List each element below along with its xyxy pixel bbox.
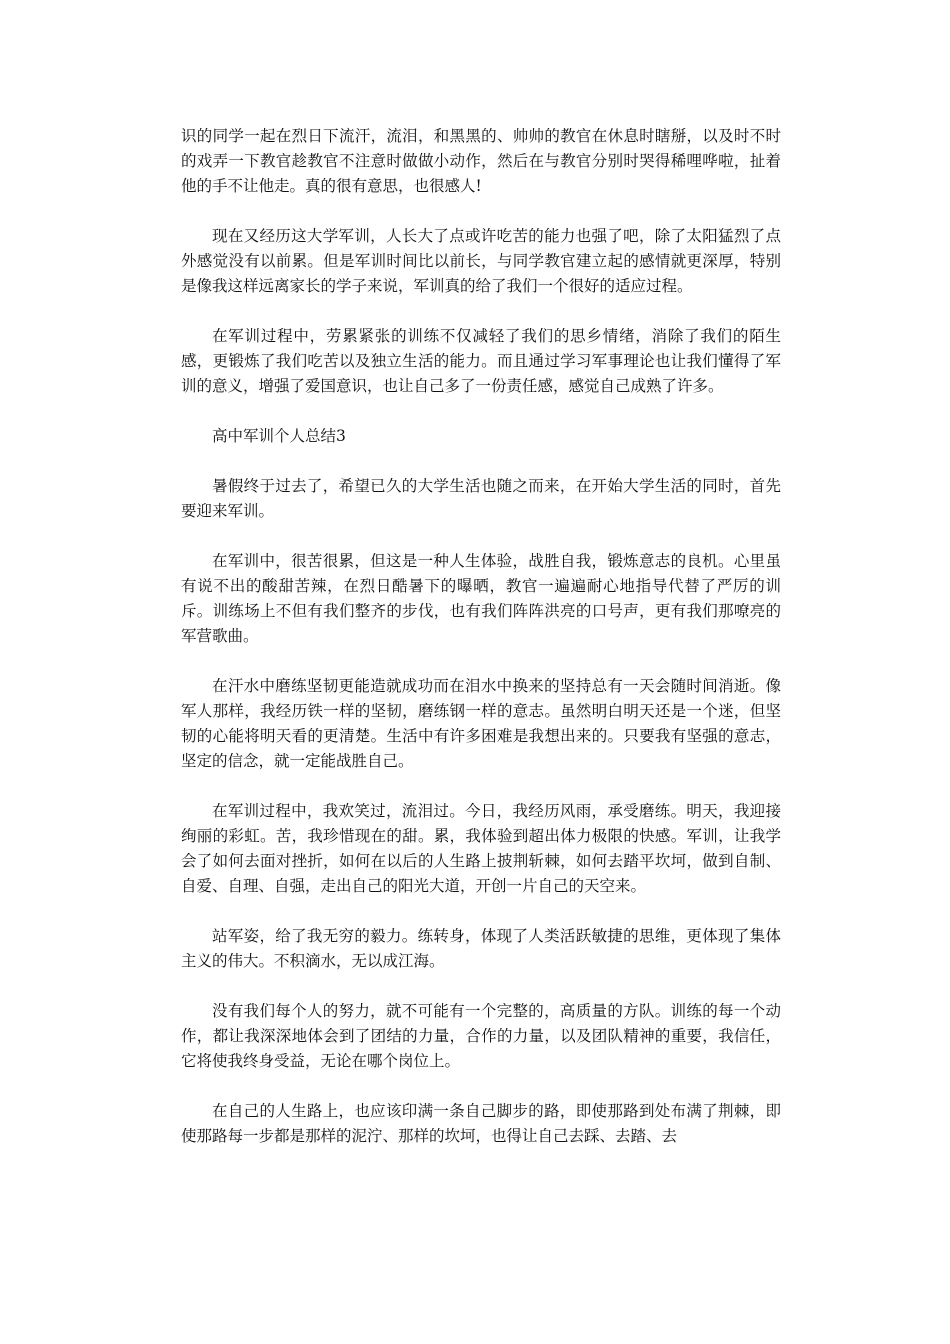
paragraph: 在自己的人生路上，也应该印满一条自己脚步的路，即使那路到处布满了荆棘，即使那路每一步都是那样的泥泞、那样的坎坷，也得让自己去踩、去踏、去 bbox=[181, 1102, 781, 1145]
paragraph: 没有我们每个人的努力，就不可能有一个完整的，高质量的方队。训练的每一个动作，都让我深深地体会到了团结的力量，合作的力量，以及团队精神的重要，我信任，它将使我终身受益，无论在哪个岗位上。 bbox=[181, 1002, 781, 1070]
paragraph: 现在又经历这大学军训，人长大了点或许吃苦的能力也强了吧，除了太阳猛烈了点外感觉没有以前累。但是军训时间比以前长，与同学教官建立起的感情就更深厚，特别是像我这样远离家长的学子来说，军训真的给了我们一个很好的适应过程。 bbox=[181, 227, 781, 295]
section-heading: 高中军训个人总结3 bbox=[212, 427, 346, 445]
paragraph: 在军训过程中，劳累紧张的训练不仅减轻了我们的思乡情绪，消除了我们的陌生感，更锻炼了我们吃苦以及独立生活的能力。而且通过学习军事理论也让我们懂得了军训的意义，增强了爱国意识，也让自己多了一份责任感，感觉自己成熟了许多。 bbox=[181, 327, 781, 395]
paragraph: 在汗水中磨练坚韧更能造就成功而在泪水中换来的坚持总有一天会随时间消逝。像军人那样，我经历铁一样的坚韧，磨练钢一样的意志。虽然明白明天还是一个迷，但坚韧的心能将明天看的更清楚。生活中有许多困难是我想出来的。只要我有坚强的意志，坚定的信念，就一定能战胜自己。 bbox=[181, 677, 781, 770]
paragraph: 站军姿，给了我无穷的毅力。练转身，体现了人类活跃敏捷的思维，更体现了集体主义的伟大。不积滴水，无以成江海。 bbox=[181, 927, 781, 970]
paragraph: 在军训过程中，我欢笑过，流泪过。今日，我经历风雨，承受磨练。明天，我迎接绚丽的彩虹。苦，我珍惜现在的甜。累，我体验到超出体力极限的快感。军训，让我学会了如何去面对挫折，如何在以后的人生路上披荆斩棘，如何去踏平坎坷，做到自制、自爱、自理、自强，走出自己的阳光大道，开创一片自己的天空来。 bbox=[181, 802, 781, 895]
document-page bbox=[181, 124, 781, 1149]
paragraph: 暑假终于过去了，希望已久的大学生活也随之而来，在开始大学生活的同时，首先要迎来军训。 bbox=[181, 477, 781, 520]
paragraph-continuation: 识的同学一起在烈日下流汗，流泪，和黑黑的、帅帅的教官在休息时瞎掰，以及时不时的戏弄一下教官趁教官不注意时做做小动作，然后在与教官分别时哭得稀哩哗啦，扯着他的手不让他走。真的很有意思，也很感人! bbox=[181, 127, 781, 195]
paragraph: 在军训中，很苦很累，但这是一种人生体验，战胜自我，锻炼意志的良机。心里虽有说不出的酸甜苦辣，在烈日酷暑下的曝晒，教官一遍遍耐心地指导代替了严厉的训斥。训练场上不但有我们整齐的步伐，也有我们阵阵洪亮的口号声，更有我们那嘹亮的军营歌曲。 bbox=[181, 552, 781, 645]
